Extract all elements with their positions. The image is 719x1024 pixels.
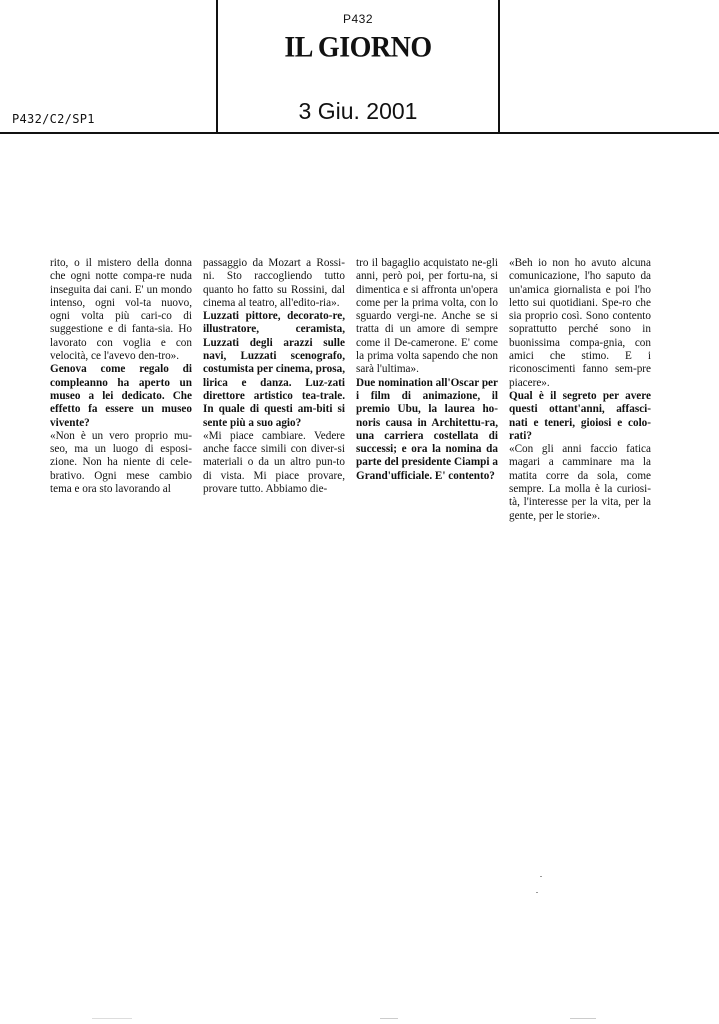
scan-speck <box>92 1018 132 1019</box>
header-bottom-rule <box>0 132 719 134</box>
clipping-code: P432 <box>342 12 374 26</box>
interview-question: Due nomination all'Oscar per i film di animazione, il premio Ubu, la laurea ho-noris causa in Architettu-ra, una carriera costellata di successi; e ora la nomina da parte del presidente Ciampi a Grand'ufficiale. E' contento? <box>356 376 498 482</box>
scan-speck <box>380 1018 398 1019</box>
article-column-3 <box>356 257 498 483</box>
clipping-reference: P432/C2/SP1 <box>12 112 95 126</box>
article-paragraph: tro il bagaglio acquistato ne-gli anni, però poi, per fortu-na, si dimentica e si affronta un'opera come per la prima volta, con lo sguardo vergi-ne. Anche se si tratta di un amore di sempre come il De-camerone. E' come la prima volta sapendo che non sarà l'ultima». <box>356 257 498 376</box>
article-paragraph: passaggio da Mozart a Rossi-ni. Sto raccogliendo tutto quanto ho fatto su Rossini, dal cinema al teatro, all'edito-ria». <box>203 257 345 309</box>
scan-speck <box>540 876 542 877</box>
article-paragraph: «Beh io non ho avuto alcuna comunicazione, l'ho saputo da un'amica giornalista e poi l'ho letto sui quotidiani. Spe-ro che sia proprio così. Sono contento soprattutto perché sono in buonissima compa-gnia, con amici che stimo. E i riconoscimenti fanno sem-pre piacere». <box>509 257 651 389</box>
article-paragraph: «Mi piace cambiare. Vedere anche facce simili con diver-si materiali o da un altro pun-to di vista. Mi piace provare, provare tutto. Abbiamo die- <box>203 429 345 496</box>
publication-date: 3 Giu. 2001 <box>298 98 418 124</box>
interview-question: Genova come regalo di compleanno ha aperto un museo a lei dedicato. Che effetto fa essere un museo vivente? <box>50 363 192 429</box>
article-paragraph: rito, o il mistero della donna che ogni notte compa-re nuda inseguita dai cani. E' un mondo intenso, ogni vol-ta nuovo, ogni volta più cari-co di suggestione e di fanta-sia. Ho lavorato con voglia e con velocità, ce l'avevo den-tro». <box>50 257 192 363</box>
article-paragraph: «Con gli anni faccio fatica magari a camminare ma la matita corre da sola, come sempre. La molla è la curiosi-tà, l'interesse per la vita, per la gente, per le storie». <box>509 443 651 522</box>
article-paragraph: «Non è un vero proprio mu-seo, ma un luogo di esposi-zione. Non ha niente di cele-brativo. Ogni mese cambio tema e ora sto lavorando al <box>50 429 192 496</box>
article-column-1 <box>50 257 192 496</box>
scan-speck <box>536 892 538 893</box>
scan-speck <box>570 1018 596 1019</box>
interview-question: Luzzati pittore, decorato-re, illustratore, ceramista, Luzzati degli arazzi sulle navi, Luzzati scenografo, costumista per cinema, prosa, lirica e danza. Luz-zati direttore artistico tea-trale. In quale di questi am-biti si sente più a suo agio? <box>203 310 345 429</box>
interview-question: Qual è il segreto per avere questi ottant'anni, affasci-nati e teneri, gioiosi e colo-rati? <box>509 389 651 442</box>
newspaper-masthead: IL GIORNO <box>284 31 432 64</box>
header-divider-right <box>498 0 500 133</box>
article-column-2 <box>203 257 345 496</box>
article-column-4 <box>509 257 651 523</box>
